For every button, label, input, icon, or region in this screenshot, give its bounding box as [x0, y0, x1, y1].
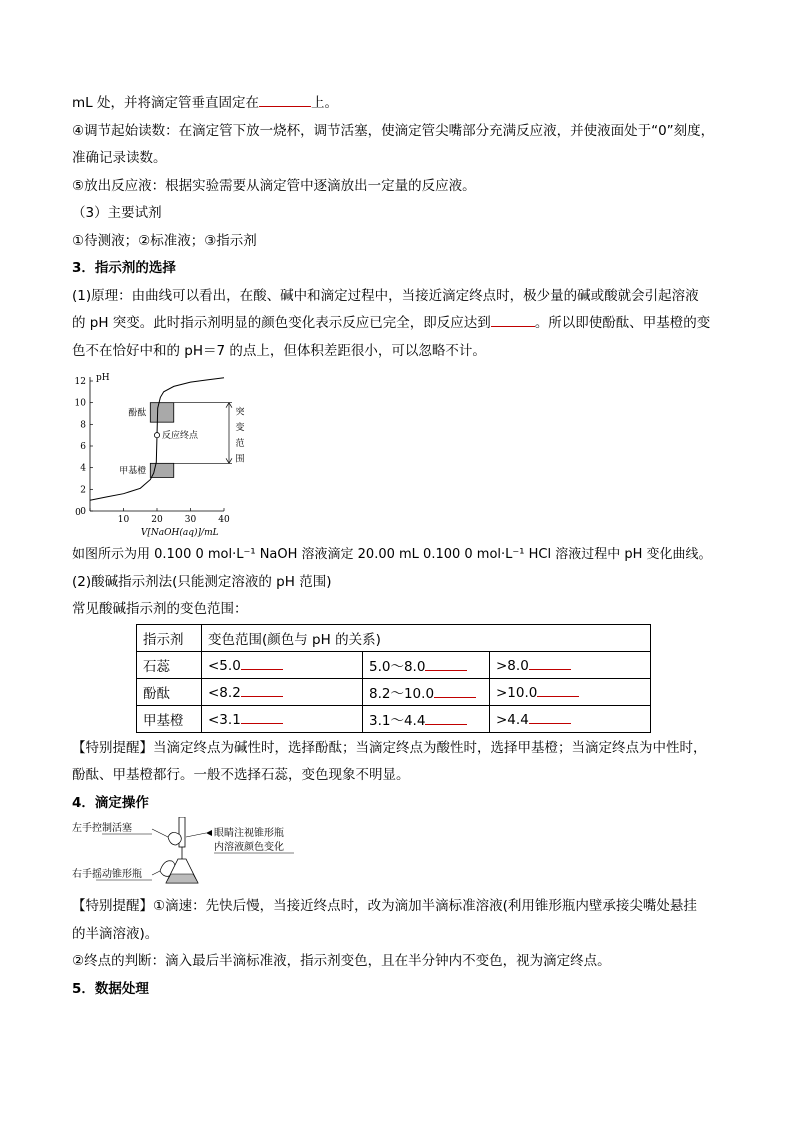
- indicator-table: [136, 624, 651, 733]
- endpoint-marker: [154, 433, 159, 438]
- table-row: [137, 651, 651, 678]
- arrow-icon: [206, 830, 212, 836]
- paragraph: 常见酸碱指示剂的变色范围：: [72, 601, 248, 617]
- fig-label-left-bottom: 右手摇动锥形瓶: [72, 869, 142, 880]
- paragraph: 准确记录读数。: [72, 150, 167, 166]
- fill-blank[interactable]: [241, 656, 283, 670]
- section-heading: 4．滴定操作: [72, 794, 149, 811]
- table-cell: >4.4: [490, 705, 651, 732]
- titration-curve-svg: [72, 371, 262, 541]
- paragraph: ④调节起始读数：在滴定管下放一烧杯，调节活塞，使滴定管尖嘴部分充满反应液，并使液面处于“0”刻度，: [72, 122, 715, 139]
- y-axis-label: pH: [96, 373, 110, 383]
- section-heading: 3．指示剂的选择: [72, 260, 176, 276]
- tip-paragraph: ②终点的判断：滴入最后半滴标准液，指示剂变色，且在半分钟内不变色，视为滴定终点。: [72, 953, 611, 969]
- x-tick-label: 40: [218, 515, 230, 525]
- fill-blank[interactable]: [537, 683, 579, 697]
- fill-blank[interactable]: [259, 92, 311, 107]
- indicator-range-box: [150, 463, 173, 477]
- table-cell: >8.0: [490, 651, 651, 678]
- table-cell: >10.0: [490, 678, 651, 705]
- y-tick-label: 2: [80, 485, 86, 496]
- paragraph: (2)酸碱指示剂法(只能测定溶液的 pH 范围): [72, 573, 332, 590]
- x-tick-label: 20: [151, 515, 163, 525]
- flask-solution: [166, 874, 198, 883]
- paragraph: ⑤放出反应液：根据实验需要从滴定管中逐滴放出一定量的反应液。: [72, 177, 476, 194]
- bracket-label-char: 范: [235, 438, 245, 449]
- fill-blank[interactable]: [434, 684, 476, 698]
- titration-chart: [72, 371, 726, 541]
- fig-label-right-2: 内溶液颜色变化: [214, 842, 284, 853]
- table-cell: 8.2～10.0: [363, 678, 490, 705]
- fill-blank[interactable]: [529, 710, 571, 724]
- table-cell: <5.0: [202, 651, 363, 678]
- left-hand-icon: [168, 832, 181, 845]
- table-header-cell: 指示剂: [137, 624, 202, 651]
- y-tick-label: 6: [80, 442, 86, 452]
- fig-label-right-1: 眼睛注视锥形瓶: [214, 828, 284, 839]
- table-header-cell: 变色范围(颜色与 pH 的关系): [202, 624, 651, 651]
- table-cell: <8.2: [202, 678, 363, 705]
- paragraph: 的 pH 突变。此时指示剂明显的颜色变化表示反应已完全，即反应达到 。所以即使酚酞、甲基橙的变: [72, 310, 726, 338]
- fig-label-left-top: 左手控制活塞: [72, 823, 132, 834]
- origin-label: 0: [75, 508, 81, 518]
- fill-blank[interactable]: [425, 711, 467, 725]
- table-cell: <3.1: [202, 705, 363, 732]
- y-tick-label: 10: [74, 398, 86, 409]
- x-tick-label: 30: [184, 515, 197, 525]
- bracket-label-char: 突: [235, 407, 245, 418]
- table-cell: 5.0～8.0: [363, 651, 490, 678]
- section-heading: 5．数据处理: [72, 980, 149, 997]
- tip-paragraph: 的半滴溶液)。: [72, 925, 159, 942]
- indicator-box-label: 酚酞: [128, 408, 147, 419]
- table-row: [137, 678, 651, 705]
- paragraph: 色不在恰好中和的 pH＝7 的点上，但体积差距很小，可以忽略不计。: [72, 342, 486, 359]
- y-tick-label: 0: [80, 507, 86, 517]
- fill-blank[interactable]: [425, 657, 467, 671]
- titration-operation-figure: [72, 817, 726, 889]
- y-tick-label: 12: [74, 377, 86, 387]
- bracket-label-char: 围: [235, 454, 245, 465]
- table-row: [137, 705, 651, 732]
- indicator-box-label: 甲基橙: [119, 466, 147, 477]
- table-cell: 甲基橙: [137, 705, 202, 732]
- fill-blank[interactable]: [491, 312, 535, 327]
- leader-line: [186, 833, 206, 837]
- tip-paragraph: 【特别提醒】当滴定终点为碱性时，选择酚酞；当滴定终点为酸性时，选择甲基橙；当滴定终点为中性时，: [72, 739, 707, 756]
- tip-paragraph: 【特别提醒】①滴速：先快后慢，当接近终点时，改为滴加半滴标准溶液(利用锥形瓶内壁承接尖嘴处悬挂: [72, 898, 697, 914]
- table-cell: 酚酞: [137, 678, 202, 705]
- subheading: （3）主要试剂: [72, 205, 162, 221]
- fill-blank[interactable]: [241, 710, 283, 724]
- bracket-label-char: 变: [235, 423, 245, 434]
- tip-paragraph: 酚酞、甲基橙都行。一般不选择石蕊，变色现象不明显。: [72, 767, 410, 783]
- table-cell: 石蕊: [137, 651, 202, 678]
- titration-sketch: [72, 817, 332, 889]
- endpoint-label: 反应终点: [162, 431, 199, 442]
- table-cell: 3.1～4.4: [363, 705, 490, 732]
- x-axis-label: V[NaOH(aq)]/mL: [140, 528, 219, 538]
- document-page: [72, 90, 726, 1003]
- y-tick-label: 8: [80, 420, 86, 431]
- table-row: [137, 624, 651, 651]
- y-tick-label: 4: [80, 463, 86, 474]
- paragraph: (1)原理：由曲线可以看出，在酸、碱中和滴定过程中，当接近滴定终点时，极少量的碱或酸就会引起溶液: [72, 287, 699, 304]
- fill-blank[interactable]: [529, 656, 571, 670]
- fill-blank[interactable]: [241, 683, 283, 697]
- figure-caption: 如图所示为用 0.100 0 mol·L⁻¹ NaOH 溶液滴定 20.00 mL 0.100 0 mol·L⁻¹ HCl 溶液过程中 pH 变化曲线。: [72, 547, 712, 562]
- paragraph: ①待测液；②标准液；③指示剂: [72, 232, 257, 249]
- indicator-range-box: [150, 403, 173, 423]
- paragraph: mL 处，并将滴定管垂直固定在 上。: [72, 90, 726, 118]
- x-tick-label: 10: [117, 515, 130, 525]
- ph-curve: [90, 378, 224, 501]
